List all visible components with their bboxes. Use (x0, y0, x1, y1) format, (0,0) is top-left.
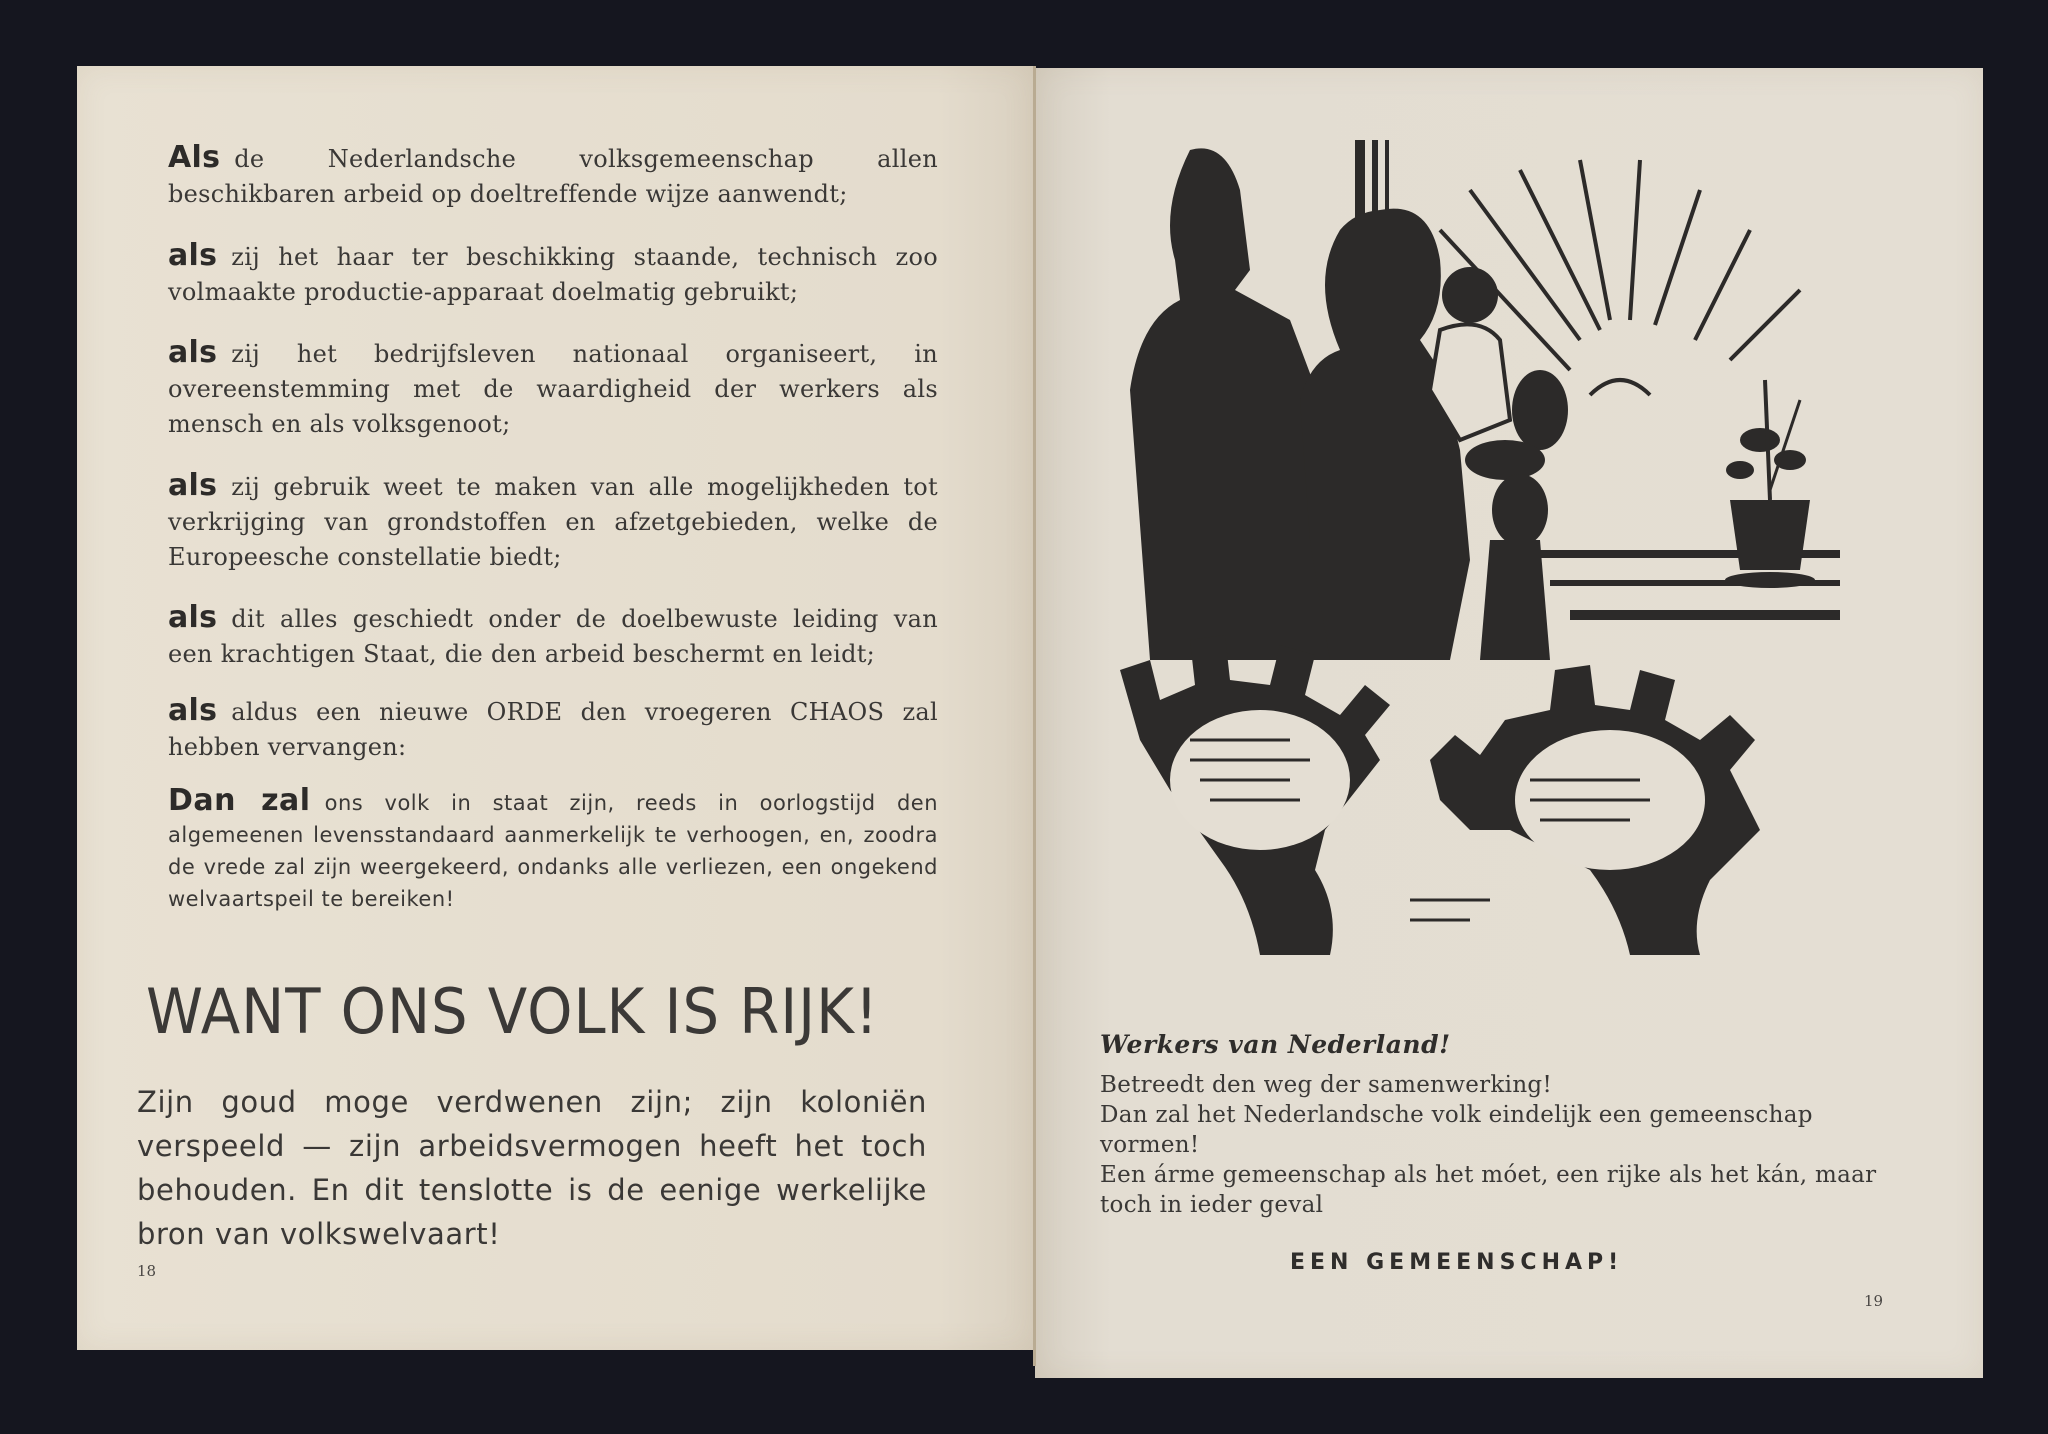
page-number-left: 18 (137, 1262, 157, 1280)
paragraph-text: aldus een nieuwe ORDE den vroegeren CHAOS zal hebben vervangen: (168, 698, 938, 761)
paragraph-lead: als (168, 335, 218, 370)
paragraph-text: ons volk in staat zijn, reeds in oorlogstijd den algemeenen levensstandaard aanmerkelijk te verhoogen, en, zoodra de vrede zal zijn weergekeerd, ondanks alle verliezen, een ongekend welvaartspeil te bereiken! (168, 791, 939, 911)
paragraph-4 (168, 468, 938, 575)
booklet-spine (1033, 66, 1036, 1366)
caption-line: Dan zal het Nederlandsche volk eindelijk een gemeenschap vormen! (1100, 1102, 1813, 1158)
paragraph-lead: als (168, 468, 218, 503)
paragraph-text: zij het haar ter beschikking staande, technisch zoo volmaakte productie-apparaat doelmatig gebruikt; (168, 243, 938, 306)
paragraph-lead: Als (168, 140, 221, 175)
caption-line: Betreedt den weg der samenwerking! (1100, 1072, 1552, 1098)
paragraph-3 (168, 335, 938, 442)
paragraph-7 (168, 785, 938, 915)
headline: WANT ONS VOLK IS RIJK! (146, 975, 879, 1048)
paragraph-text: dit alles geschiedt onder de doelbewuste leiding van een krachtigen Staat, die den arbeid beschermt en leidt; (168, 605, 938, 668)
caption-title: Werkers van Nederland! (1100, 1030, 1451, 1059)
paragraph-6 (168, 693, 938, 765)
caption-conclusion: EEN GEMEENSCHAP! (1290, 1250, 1624, 1275)
paragraph-lead: als (168, 693, 218, 728)
paragraph-lead: Dan zal (168, 783, 311, 818)
caption-line: Een árme gemeenschap als het móet, een rijke als het kán, maar toch in ieder geval (1100, 1162, 1877, 1218)
paragraph-text: de Nederlandsche volksgemeenschap allen beschikbaren arbeid op doeltreffende wijze aanwendt; (168, 145, 938, 208)
paragraph-2 (168, 238, 938, 310)
paragraph-text: zij het bedrijfsleven nationaal organiseert, in overeenstemming met de waardigheid der werkers als mensch en als volksgenoot; (168, 340, 938, 438)
paragraph-1 (168, 140, 938, 212)
page-number-right: 19 (1864, 1292, 1884, 1310)
paragraph-5 (168, 600, 938, 672)
paragraph-text: zij gebruik weet te maken van alle mogelijkheden tot verkrijging van grondstoffen en afzetgebieden, welke de Europeesche constellatie biedt; (168, 473, 938, 571)
closing-paragraph: Zijn goud moge verdwenen zijn; zijn koloniën verspeeld — zijn arbeidsvermogen heeft het toch behouden. En dit tenslotte is de eenige werkelijke bron van volkswelvaart! (137, 1085, 927, 1251)
family-gears-illustration (1110, 140, 1860, 1010)
paragraph-lead: als (168, 238, 218, 273)
caption-body (1100, 1070, 1890, 1220)
paragraph-lead: als (168, 600, 218, 635)
